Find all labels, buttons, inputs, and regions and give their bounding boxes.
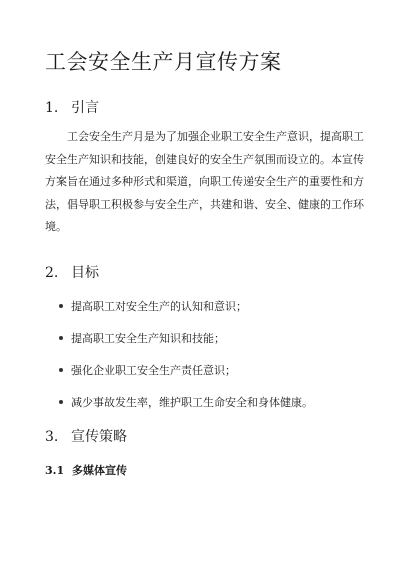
intro-paragraph [45,126,364,239]
section-heading-goals [45,262,99,282]
section-title: 目标 [71,265,99,281]
paragraph-line: 法，倡导职工积极参与安全生产，共建和谐、安全、健康的工作环 [45,197,364,211]
bullet-icon [59,336,63,340]
list-item [45,296,313,328]
paragraph-line: 工会安全生产月是为了加强企业职工安全生产意识，提高职工 [67,130,364,143]
list-item-text: 强化企业职工安全生产责任意识； [71,364,236,377]
paragraph-line: 境。 [45,220,67,233]
list-item-text: 提高职工对安全生产的认知和意识； [71,300,247,313]
bullet-icon [59,400,63,404]
section-number: 2. [45,265,59,281]
paragraph-line: 安全生产知识和技能，创建良好的安全生产氛围而设立的。本宣传 [45,152,364,166]
list-item [45,328,313,360]
goals-list [45,296,313,424]
paragraph-line: 方案旨在通过多种形式和渠道，向职工传递安全生产的重要性和方 [45,175,364,188]
list-item [45,360,313,392]
section-number: 3. [45,429,59,445]
list-item [45,392,313,424]
section-heading-strategy [45,426,127,446]
subsection-heading-multimedia [45,462,127,478]
bullet-icon [59,304,63,308]
section-number: 1. [45,100,59,116]
section-title: 引言 [71,100,99,116]
list-item-text: 减少事故发生率，维护职工生命安全和身体健康。 [71,396,313,409]
subsection-title: 多媒体宣传 [72,464,127,477]
document-title: 工会安全生产月宣传方案 [45,50,282,74]
subsection-number: 3.1 [45,464,65,477]
section-heading-intro [45,97,99,117]
list-item-text: 提高职工安全生产知识和技能； [71,332,225,345]
section-title: 宣传策略 [71,429,127,445]
bullet-icon [59,368,63,372]
